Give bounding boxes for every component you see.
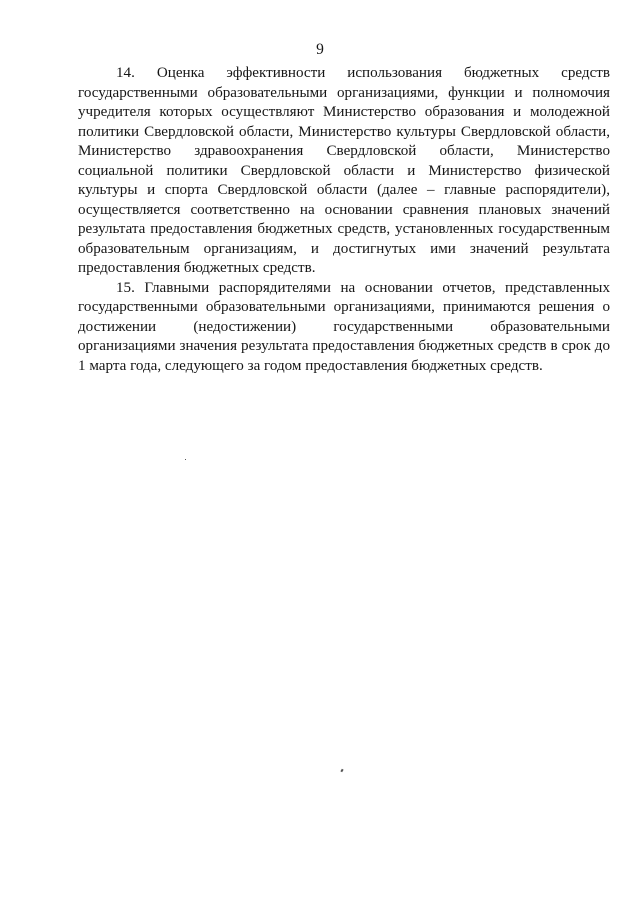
paragraph-15: 15. Главными распорядителями на основании отчетов, представленных государственными образовательными организациями, принимаются решения о достижении (недостижении) государственными образовательными организациями значения результата предоставления бюджетных средств в срок до 1 марта года, следующего за годом предоставления бюджетных средств. bbox=[78, 279, 610, 374]
paragraph-14: 14. Оценка эффективности использования бюджетных средств государственными образовательными организациями, функции и полномочия учредителя которых осуществляют Министерство образования и молодежной политики Свердловской области, Министерство культуры Свердловской области, Министерство здравоохранения Свердловской области, Министерство социальной политики Свердловской области и Министерство физической культуры и спорта Свердловской области (далее – главные распорядители), осуществляется соответственно на основании сравнения плановых значений результата предоставления бюджетных средств, установленных государственным образовательным организациям, и достигнутых ими значений результата предоставления бюджетных средств. bbox=[78, 65, 610, 276]
scan-speck bbox=[185, 459, 186, 460]
scan-speck bbox=[340, 769, 343, 773]
document-body bbox=[78, 64, 610, 376]
page-number: 9 bbox=[316, 41, 324, 58]
